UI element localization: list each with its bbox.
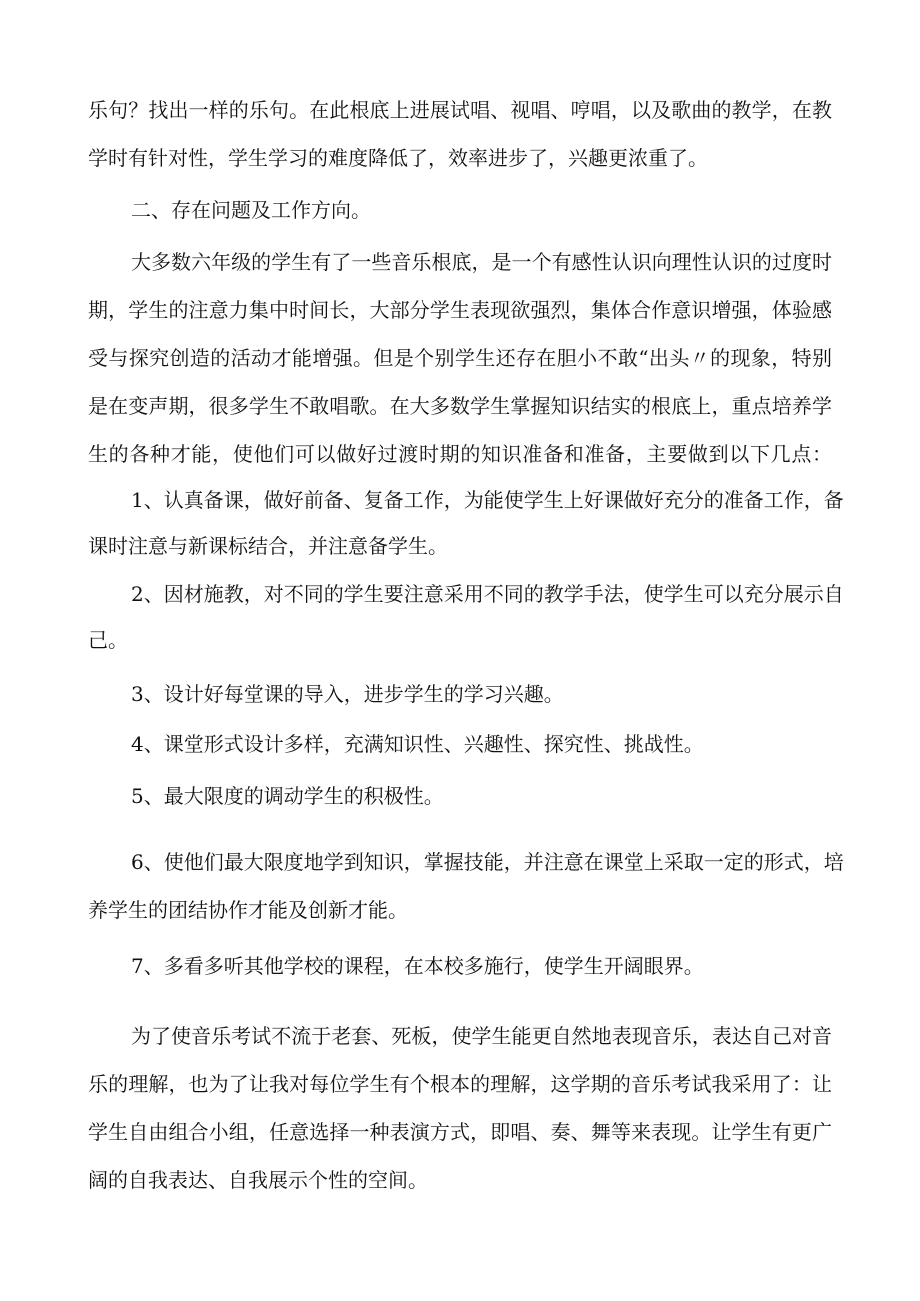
- text-line: 生的各种才能，使他们可以做好过渡时期的知识准备和准备，主要做到以下几点：: [88, 442, 832, 466]
- text-line: 己。: [88, 628, 128, 652]
- text-line: 乐的理解，也为了让我对每位学生有个根本的理解，这学期的音乐考试我采用了：让: [88, 1072, 832, 1096]
- text-line: 6、使他们最大限度地学到知识，掌握技能，并注意在课堂上采取一定的形式，培: [131, 850, 844, 874]
- heading-line: 二、存在问题及工作方向。: [131, 198, 371, 222]
- text-line: 受与探究创造的活动才能增强。但是个别学生还存在胆小不敢“出头〃的现象，特别: [88, 346, 832, 370]
- text-line: 为了使音乐考试不流于老套、死板，使学生能更自然地表现音乐，表达自己对音: [131, 1024, 832, 1048]
- text-line: 是在变声期，很多学生不敢唱歌。在大多数学生掌握知识结实的根底上，重点培养学: [88, 394, 832, 418]
- text-line: 乐句？找出一样的乐句。在此根底上进展试唱、视唱、哼唱，以及歌曲的教学，在教: [88, 98, 832, 122]
- text-line: 学生自由组合小组，任意选择一种表演方式，即唱、奏、舞等来表现。让学生有更广: [88, 1120, 832, 1144]
- text-line: 课时注意与新课标结合，并注意备学生。: [88, 534, 448, 558]
- text-line: 期，学生的注意力集中时间长，大部分学生表现欲强烈，集体合作意识增强，体验感: [88, 298, 832, 322]
- text-line: 阔的自我表达、自我展示个性的空间。: [88, 1168, 428, 1192]
- text-line: 5、最大限度的调动学生的积极性。: [131, 784, 444, 808]
- text-line: 学时有针对性，学生学习的难度降低了，效率进步了，兴趣更浓重了。: [88, 146, 708, 170]
- text-line: 大多数六年级的学生有了一些音乐根底，是一个有感性认识向理性认识的过度时: [131, 250, 832, 274]
- text-line: 2、因材施教，对不同的学生要注意采用不同的教学手法，使学生可以充分展示自: [131, 582, 844, 606]
- text-line: 1、认真备课，做好前备、复备工作，为能使学生上好课做好充分的准备工作，备: [131, 488, 844, 512]
- text-line: 养学生的团结协作才能及创新才能。: [88, 898, 408, 922]
- text-line: 3、设计好每堂课的导入，进步学生的学习兴趣。: [131, 682, 564, 706]
- text-line: 4、课堂形式设计多样，充满知识性、兴趣性、探究性、挑战性。: [131, 732, 704, 756]
- text-line: 7、多看多听其他学校的课程，在本校多施行，使学生开阔眼界。: [131, 954, 704, 978]
